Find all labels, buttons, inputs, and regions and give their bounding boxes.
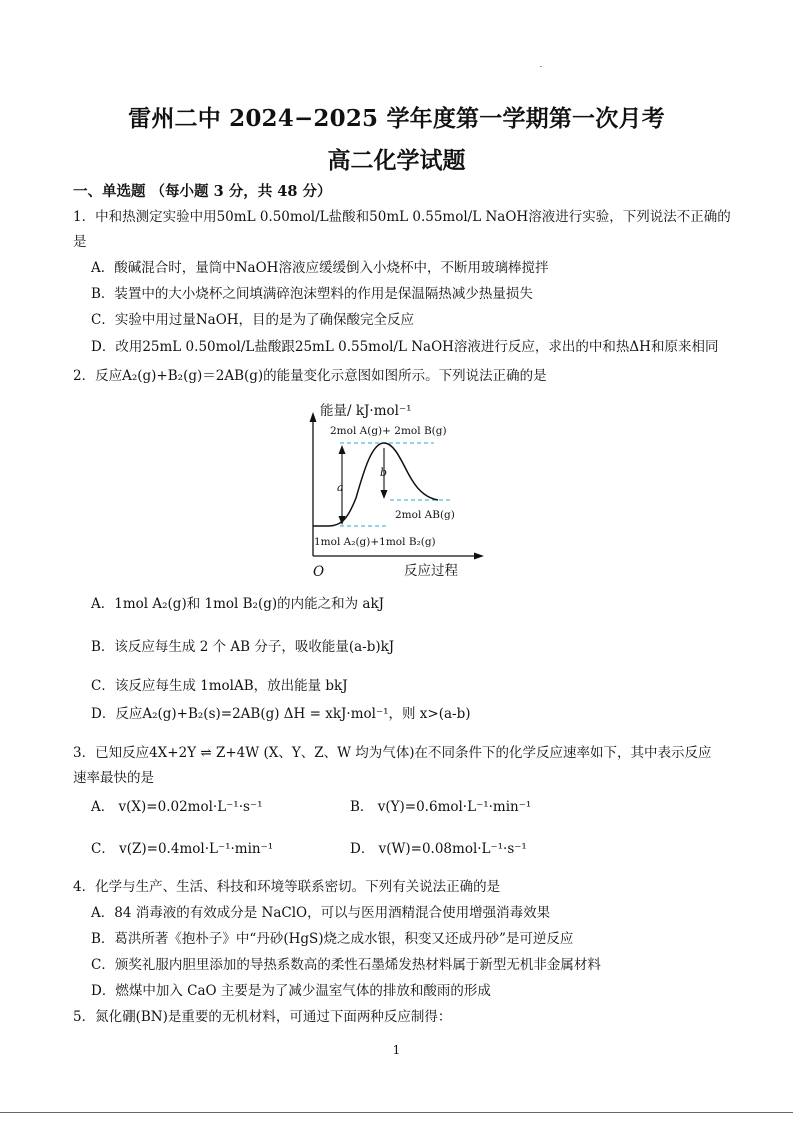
- section-heading: 一、单选题 （每小题 3 分，共 48 分）: [73, 183, 332, 200]
- q5-stem: 5．氮化硼(BN)是重要的无机材料，可通过下面两种反应制得：: [73, 1009, 452, 1025]
- label-reactant: 1mol A₂(g)+1mol B₂(g): [314, 536, 436, 548]
- q4-option-b: B．葛洪所著《抱朴子》中“丹砂(HgS)烧之成水银，积变又还成丹砂”是可逆反应: [91, 931, 574, 947]
- q3-option-d: D． v(W)=0.08mol·L⁻¹·s⁻¹: [350, 841, 527, 857]
- q3-stem-line2: 速率最快的是: [73, 770, 154, 786]
- q4-option-d: D．燃煤中加入 CaO 主要是为了减少温室气体的排放和酸雨的形成: [91, 983, 491, 999]
- scan-mark: [540, 66, 542, 67]
- q4-option-a: A．84 消毒液的有效成分是 NaClO，可以与医用酒精混合使用增强消毒效果: [91, 905, 551, 921]
- q4-stem: 4．化学与生产、生活、科技和环境等联系密切。下列有关说法正确的是: [73, 879, 501, 895]
- label-product: 2mol AB(g): [395, 509, 455, 521]
- q3-option-a: A． v(X)=0.02mol·L⁻¹·s⁻¹: [91, 799, 263, 815]
- label-high-energy: 2mol A(g)+ 2mol B(g): [330, 425, 447, 437]
- energy-diagram: [300, 398, 490, 580]
- footer-divider: [0, 1112, 793, 1113]
- q3-option-b: B． v(Y)=0.6mol·L⁻¹·min⁻¹: [350, 799, 532, 815]
- q1-option-b: B．装置中的大小烧杯之间填满碎泡沫塑料的作用是保温隔热减少热量损失: [91, 286, 533, 302]
- y-axis-arrow-icon: [310, 412, 317, 422]
- label-a: a: [337, 481, 344, 494]
- label-b: b: [380, 466, 388, 479]
- q2-option-b: B．该反应每生成 2 个 AB 分子，吸收能量(a-b)kJ: [91, 639, 395, 655]
- exam-subtitle: 高二化学试题: [327, 147, 466, 174]
- q2-option-d: D．反应A₂(g)+B₂(s)=2AB(g) ΔH = xkJ·mol⁻¹，则 x>(a-b): [91, 706, 471, 722]
- y-axis-label: 能量/ kJ·mol⁻¹: [320, 403, 412, 419]
- q1-option-a: A．酸碱混合时，量筒中NaOH溶液应缓缓倒入小烧杯中，不断用玻璃棒搅拌: [91, 260, 549, 276]
- page-number: 1: [392, 1043, 401, 1057]
- arrow-b-down-icon: [381, 490, 388, 499]
- q1-stem-line2: 是: [73, 234, 87, 250]
- q2-option-a: A．1mol A₂(g)和 1mol B₂(g)的内能之和为 akJ: [91, 596, 385, 612]
- q4-option-c: C．颁奖礼服内胆里添加的导热系数高的柔性石墨烯发热材料属于新型无机非金属材料: [91, 957, 601, 973]
- x-axis-label: 反应过程: [404, 563, 458, 579]
- origin-label: O: [313, 564, 325, 580]
- q3-stem-line1: 3．已知反应4X+2Y ⇌ Z+4W (X、Y、Z、W 均为气体)在不同条件下的化学反应速率如下，其中表示反应: [73, 745, 712, 761]
- arrow-a-up-icon: [339, 445, 346, 454]
- q2-stem: 2．反应A₂(g)+B₂(g)＝2AB(g)的能量变化示意图如图所示。下列说法正确的是: [73, 368, 547, 384]
- q1-stem-line1: 1．中和热测定实验中用50mL 0.50mol/L盐酸和50mL 0.55mol/L NaOH溶液进行实验，下列说法不正确的: [73, 209, 731, 225]
- x-axis-arrow-icon: [474, 553, 484, 560]
- q1-option-c: C．实验中用过量NaOH，目的是为了确保酸完全反应: [91, 312, 415, 328]
- q3-option-c: C． v(Z)=0.4mol·L⁻¹·min⁻¹: [91, 841, 274, 857]
- exam-title: 雷州二中 2024−2025 学年度第一学期第一次月考: [128, 105, 665, 132]
- q1-option-d: D．改用25mL 0.50mol/L盐酸跟25mL 0.55mol/L NaOH溶液进行反应，求出的中和热ΔH和原来相同: [91, 339, 719, 355]
- q2-option-c: C．该反应每生成 1molAB，放出能量 bkJ: [91, 678, 348, 694]
